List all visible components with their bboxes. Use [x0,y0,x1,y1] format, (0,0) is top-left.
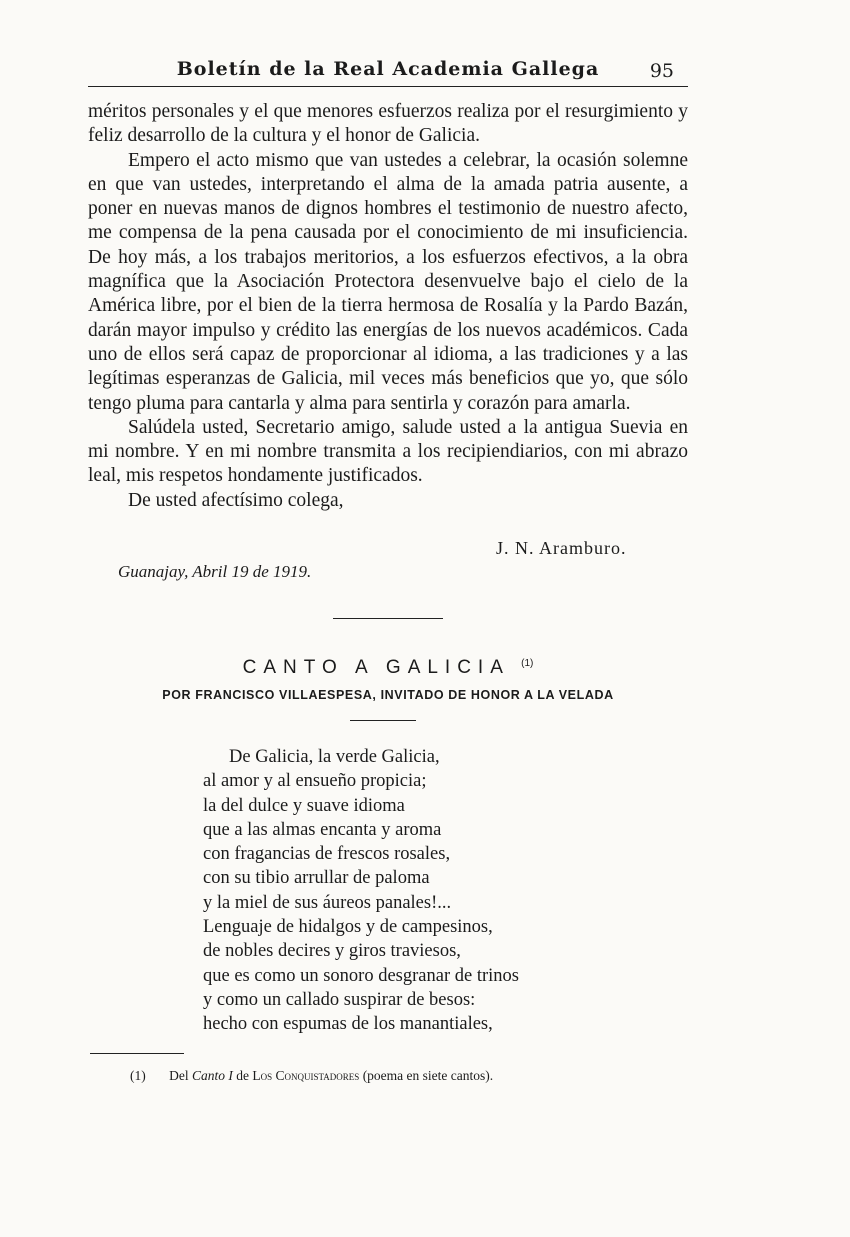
verse: de nobles decires y giros traviesos, [203,941,461,962]
poem-title-text: CANTO A GALICIA [242,657,509,678]
letter-paragraph: méritos personales y el que menores esfuerzos realiza por el resurgimiento y feliz desarrollo de la cultura y el honor de Galicia. [88,101,688,147]
letter-body [88,100,688,513]
letter-paragraph: Salúdela usted, Secretario amigo, salude usted a la antigua Suevia en mi nombre. Y en mi nombre transmita a los recipiendiarios, con mi abrazo leal, mis respetos hondamente justificados. [88,416,688,487]
footnote [130,1068,493,1084]
footnote-work: Canto I [192,1068,233,1083]
running-head [88,58,688,84]
verse: con fragancias de frescos rosales, [203,844,451,865]
verse: al amor y al ensueño propicia; [203,771,427,792]
signature: J. N. Aramburo. [496,538,627,558]
poem-subtitle: POR FRANCISCO VILLAESPESA, INVITADO DE HONOR A LA VELADA [162,688,614,702]
verse: la del dulce y suave idioma [203,795,405,816]
poem-verses [203,745,673,1037]
footnote-suffix: (poema en siete cantos). [362,1068,494,1083]
footnote-rule [90,1053,184,1054]
verse: que es como un sonoro desgranar de trinos [203,965,519,986]
footnote-mark: (1) [130,1068,146,1083]
verse: Lenguaje de hidalgos y de campesinos, [203,917,493,938]
page-number: 95 [649,60,674,82]
letter-paragraph: Empero el acto mismo que van ustedes a celebrar, la ocasión solemne en que van ustedes, interpretando el alma de la amada patria ausente, a poner en nuevas manos de dignos hombres el testimonio de nuestro afecto, me compensa de la pena causada por el conocimiento de mi insuficiencia. De hoy más, a los trabajos meritorios, a los esfuerzos efectivos, a la obra magnífica que la Asociación Protectora desenvuelve bajo el cielo de la América libre, por el bien de la tierra hermosa de Rosalía y la Pardo Bazán, darán mayor impulso y crédito las energías de los nuevos académicos. Cada uno de ellos será capaz de proporcionar al idioma, a las tradiciones y a las legítimas esperanzas de Galicia, mil veces más beneficios que yo, que sólo tengo pluma para cantarla y alma para sentirla y corazón para amarla. [88,149,688,414]
title-divider [350,720,416,721]
journal-title: Boletín de la Real Academia Gallega [176,58,600,80]
header-rule [88,86,688,87]
verse: y como un callado suspirar de besos: [203,989,476,1010]
verse: hecho con espumas de los manantiales, [203,1014,493,1035]
section-divider [333,618,443,619]
poem-title [88,657,688,679]
verse: que a las almas encanta y aroma [203,819,442,840]
footnote-prefix: Del [169,1068,189,1083]
footnote-reference: (1) [521,658,534,669]
letter-closing: De usted afectísimo colega, [128,489,344,511]
footnote-book: Los Conquistadores [252,1068,360,1083]
verse: y la miel de sus áureos panales!... [203,892,452,913]
verse: De Galicia, la verde Galicia, [229,747,440,767]
footnote-middle: de [236,1068,250,1083]
dateline: Guanajay, Abril 19 de 1919. [118,562,312,581]
verse: con su tibio arrullar de paloma [203,868,430,889]
